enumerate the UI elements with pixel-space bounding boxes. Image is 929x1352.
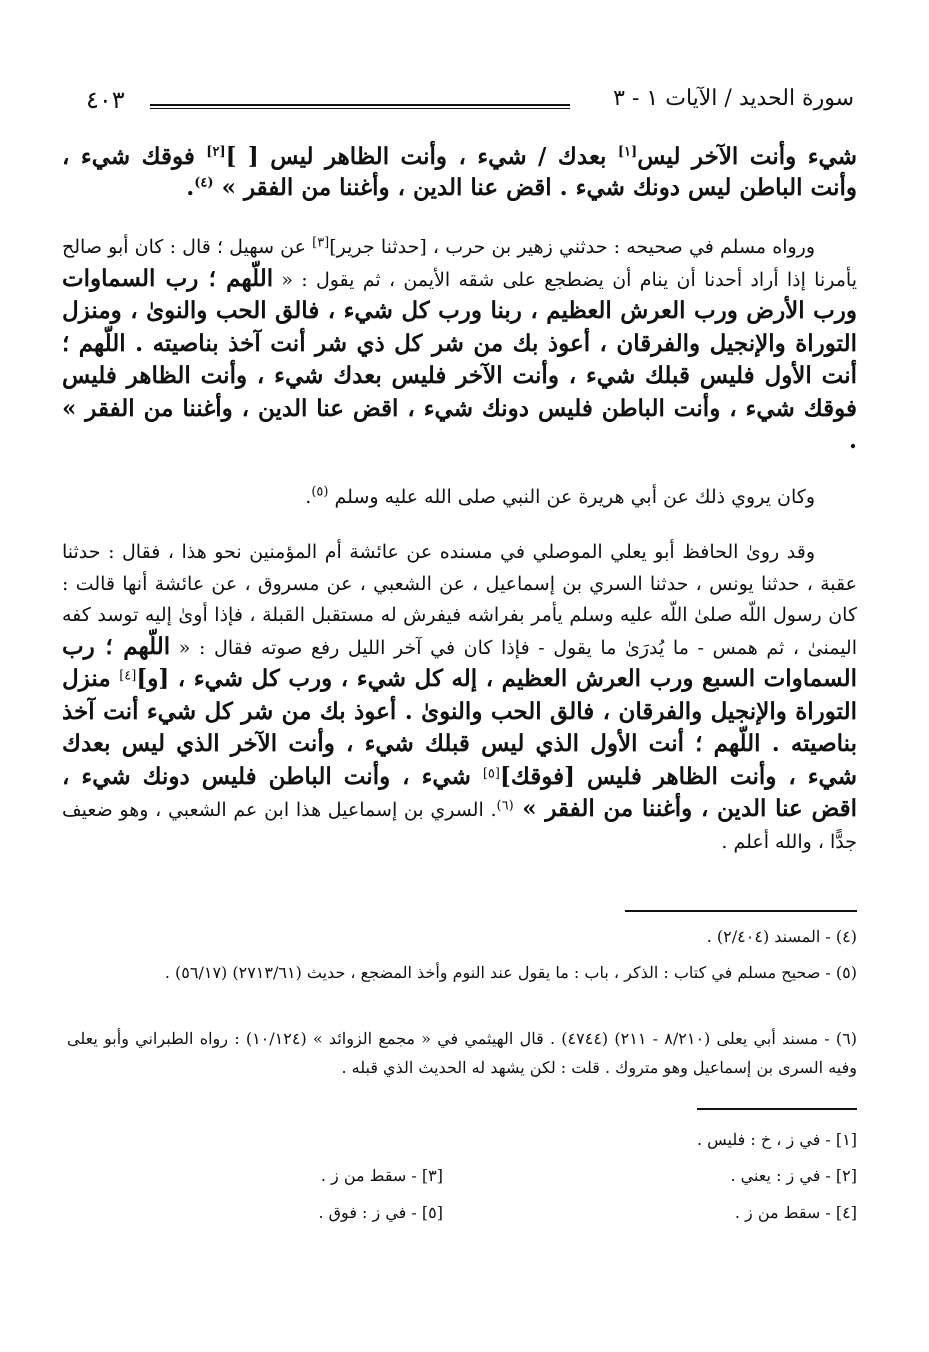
page-header	[80, 84, 854, 124]
quote-text: شيء وأنت الآخر ليس	[637, 143, 857, 170]
page-number: ٤٠٣	[86, 86, 125, 114]
variant-note-1: [١] - في ز ، خ : فليس .	[696, 1130, 857, 1149]
footnote-ref: (٥)	[311, 484, 329, 500]
variant-note-5: [٥] - في ز : فوق .	[318, 1203, 443, 1222]
variant-ref: [٢]	[206, 144, 226, 160]
narration-text: وقد روىٰ الحافظ أبو يعلي الموصلي في مسنده عن عائشة أم المؤمنين نحو هذا ، فقال : حدثنا عقبة ، حدثنا يونس ، حدثنا السري بن إسماعيل ، عن الشعبي ، عن مسروق ، عن عائشة أنها قالت : كان رسول اللّه صلىٰ اللّه عليه وسلم يأمر بفراشه فيفرش له مستقبل القبلة ، فإذا أوىٰ إليه توسد كفه اليمنىٰ ، ثم همس - ما يُدرَىٰ ما يقول - فإذا كان في آخر الليل رفع صوته فقال : «	[62, 541, 857, 659]
footnote-6: (٦) - مسند أبي يعلى (٨/٢١٠ - ٢١١) (٤٧٤٤) . قال الهيثمي في « مجمع الزوائد » (١٠/١٢٤) : رواه الطبراني وأبو يعلى وفيه السرى بن إسماعيل وهو متروك . قلت : لكن يشهد له الحديث الذي قبله .	[67, 1029, 858, 1077]
variant-ref: [٣]	[312, 235, 330, 251]
header-rule-thin	[150, 108, 570, 109]
variant-ref: [١]	[617, 144, 638, 160]
narration-text: عن سهيل ؛ قال : كان أبو صالح يأمرنا إذا أراد أحدنا أن ينام أن يضطجع على شقه الأيمن ، ثم يقول : «	[62, 236, 857, 291]
punct: .	[186, 173, 195, 201]
narration-text: وكان يروي ذلك عن أبي هريرة عن النبي صلى الله عليه وسلم	[328, 486, 815, 508]
quote-text: بعدك / شيء ، وأنت الظاهر ليس [ ]	[225, 143, 618, 170]
quote-text: شيء ، وأنت الباطن فليس دونك شيء ، اقض عنا الدين ، وأغننا من الفقر »	[62, 762, 858, 822]
footnote-5: (٥) - صحيح مسلم في كتاب : الذكر ، باب : ما يقول عند النوم وأخذ المضجع ، حديث (٢٧١٣/٦١) (٥٦/١٧) .	[164, 963, 857, 982]
quote-text: اللّهم ؛ رب السماوات السبع ورب العرش العظيم ، إله كل شيء ، ورب كل شيء ، [و]	[62, 632, 858, 692]
variant-ref: [٤]	[119, 668, 137, 684]
punct: .	[305, 486, 312, 508]
variant-note-2: [٢] - في ز : يعني .	[730, 1166, 857, 1185]
quote-text: منزل التوراة والإنجيل والفرقان ، فالق الحب والنوىٰ . أعوذ بك من شر كل شيء أنت آخذ بناصيته . اللّهم ؛ أنت الأول الذي ليس قبلك شيء ، وأنت الآخر الذي ليس بعدك شيء ، وأنت الظاهر فليس [فوقك]	[62, 665, 857, 790]
footnote-4: (٤) - المسند (٢/٤٠٤) .	[706, 927, 857, 946]
variant-rule	[697, 1108, 857, 1110]
running-title: سورة الحديد / الآيات ١ - ٣	[613, 86, 854, 111]
footnote-ref: (٦)	[496, 798, 514, 814]
paragraph-2	[62, 232, 857, 459]
variant-note-4: [٤] - سقط من ز .	[734, 1203, 857, 1222]
header-rule	[150, 104, 570, 106]
variant-ref: [٥]	[482, 766, 500, 782]
variant-note-3: [٣] - سقط من ز .	[320, 1166, 443, 1185]
narration-text: ورواه مسلم في صحيحه : حدثني زهير بن حرب ، [حدثنا جرير]	[329, 236, 816, 258]
quote-text: فوقك شيء ، وأنت الباطن ليس دونك شيء . اقض عنا الدين ، وأغننا من الفقر »	[62, 143, 857, 201]
paragraph-1	[62, 142, 857, 203]
narration-text: . السري بن إسماعيل هذا ابن عم الشعبي ، وهو ضعيف جدًّا ، والله أعلم .	[62, 799, 857, 853]
quote-text: اللّهم ؛ رب السماوات ورب الأرض ورب العرش العظيم ، ربنا ورب كل شيء ، فالق الحب والنوىٰ ، ومنزل التوراة والإنجيل والفرقان ، أعوذ بك من شر كل ذي شر أنت آخذ بناصيته . اللّهم ؛ أنت الأول فليس قبلك شيء ، وأنت الآخر فليس بعدك شيء ، وأنت الظاهر فليس فوقك شيء ، وأنت الباطن فليس دونك شيء ، اقض عنا الدين ، وأغننا من الفقر » .	[62, 264, 858, 454]
paragraph-3	[62, 482, 857, 513]
paragraph-4	[62, 537, 857, 858]
footnote-ref: (٤)	[194, 174, 214, 190]
footnote-rule	[625, 910, 857, 912]
